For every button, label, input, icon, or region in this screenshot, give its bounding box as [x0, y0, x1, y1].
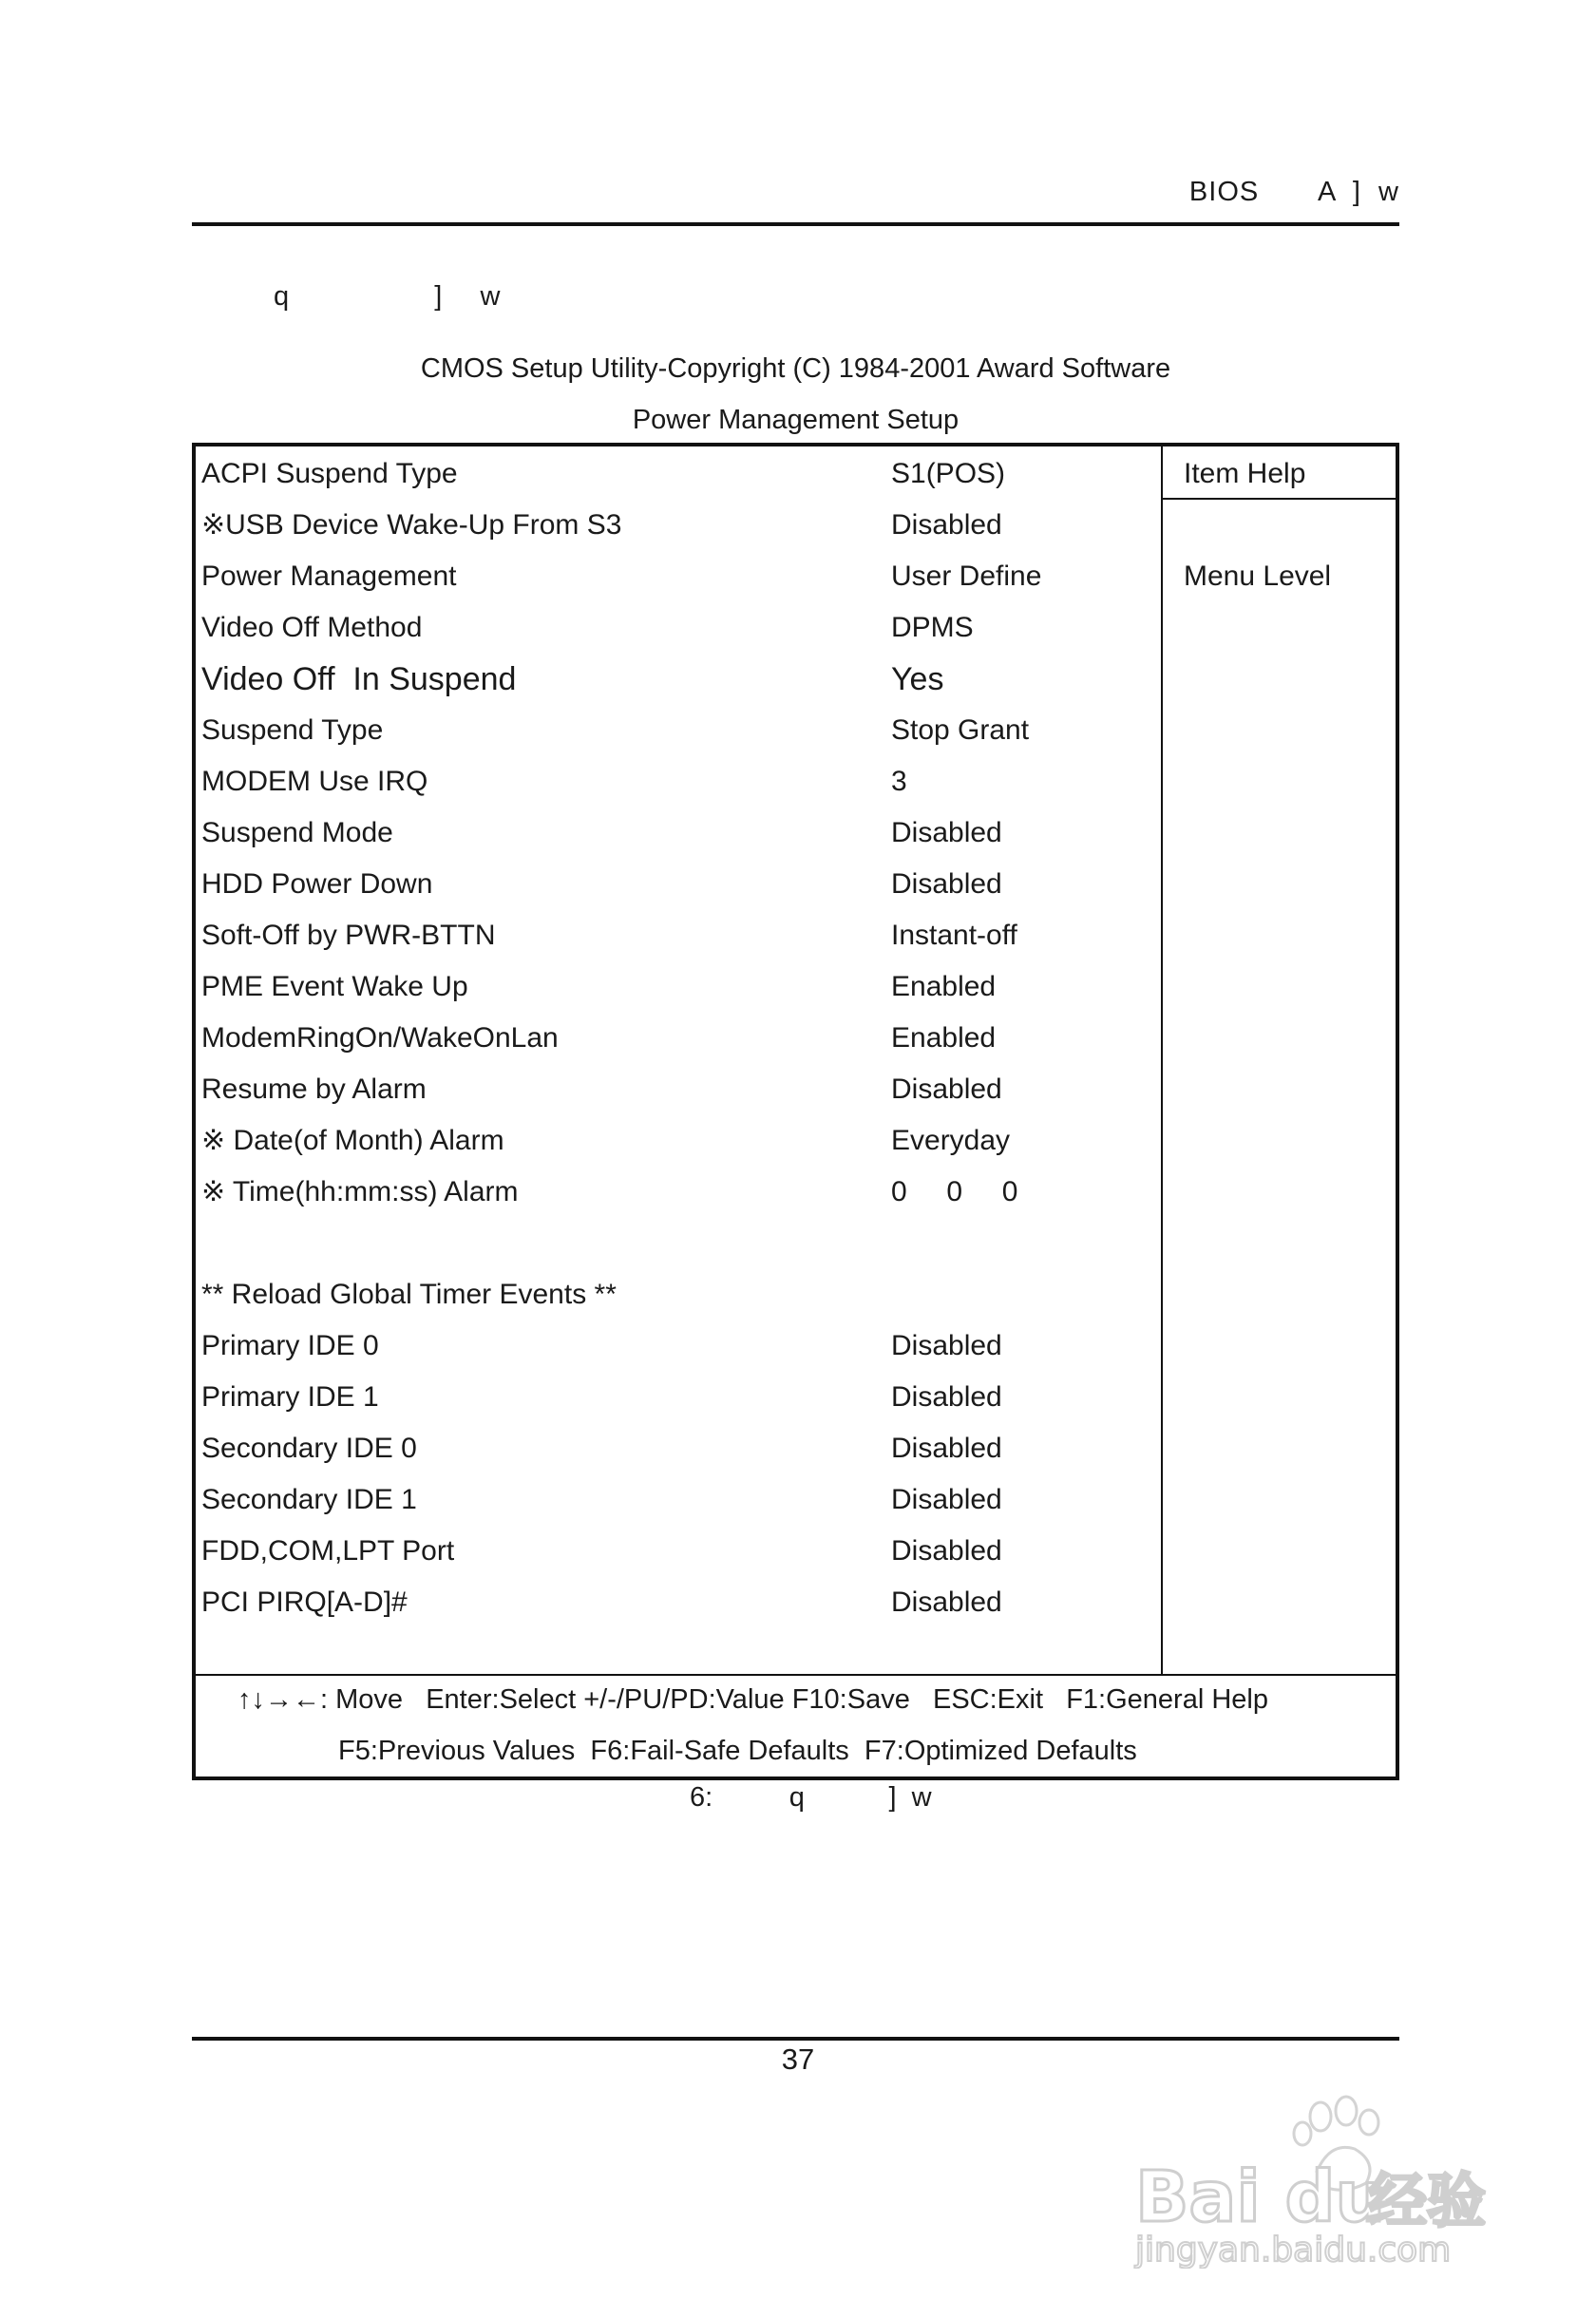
setting-primary-ide-0[interactable] — [201, 1320, 1151, 1372]
section-heading: q ] w — [274, 281, 501, 312]
setting-value[interactable]: Disabled — [891, 509, 1002, 541]
setting-date-alarm[interactable] — [201, 1115, 1151, 1167]
setting-value[interactable]: User Define — [891, 560, 1042, 592]
page-number: 37 — [781, 2042, 815, 2076]
setting-primary-ide-1[interactable] — [201, 1372, 1151, 1423]
setting-name: Soft-Off by PWR-BTTN — [201, 920, 496, 951]
setting-value[interactable]: Everyday — [891, 1125, 1011, 1156]
setting-value[interactable]: 3 — [891, 766, 907, 797]
setting-suspend-type[interactable] — [201, 705, 1151, 756]
setting-usb-wakeup-s3[interactable] — [201, 500, 1151, 551]
setting-value[interactable]: Yes — [891, 661, 944, 697]
setting-power-management[interactable] — [201, 551, 1151, 602]
setting-hdd-power-down[interactable] — [201, 859, 1151, 910]
setting-name: PCI PIRQ[A-D]# — [201, 1586, 408, 1618]
setting-value[interactable]: S1(POS) — [891, 458, 1006, 489]
item-help-title: Item Help — [1184, 458, 1306, 489]
setting-value[interactable]: Disabled — [891, 1484, 1002, 1515]
setting-name: ※USB Device Wake-Up From S3 — [201, 509, 622, 541]
setting-name: ModemRingOn/WakeOnLan — [201, 1022, 559, 1054]
setting-modem-use-irq[interactable] — [201, 756, 1151, 808]
setting-name: Secondary IDE 1 — [201, 1484, 417, 1515]
setting-name: Suspend Type — [201, 714, 384, 746]
setting-name: Primary IDE 0 — [201, 1330, 379, 1361]
baidu-paw-logo — [1130, 2079, 1501, 2269]
key-legend-line-2: F5:Previous Values F6:Fail-Safe Defaults F7:Optimized Defaults — [338, 1736, 1137, 1766]
setting-name: ACPI Suspend Type — [201, 458, 458, 489]
setting-modem-ring-wake-on-lan[interactable] — [201, 1013, 1151, 1064]
setting-value[interactable]: DPMS — [891, 612, 974, 643]
setting-name: ※ Date(of Month) Alarm — [201, 1125, 504, 1156]
setting-name: PME Event Wake Up — [201, 971, 468, 1002]
setting-value[interactable]: Disabled — [891, 1535, 1002, 1567]
watermark-product: 经验 — [1368, 2166, 1487, 2235]
screen-title: Power Management Setup — [632, 405, 960, 435]
watermark-url: jingyan.baidu.com — [1135, 2231, 1452, 2269]
setting-name: Resume by Alarm — [201, 1074, 427, 1105]
setting-name: Secondary IDE 0 — [201, 1433, 417, 1464]
setting-value[interactable]: Disabled — [891, 817, 1002, 848]
setting-time-alarm[interactable] — [201, 1167, 1151, 1218]
setting-name: Primary IDE 1 — [201, 1381, 379, 1413]
setting-value[interactable]: Stop Grant — [891, 714, 1030, 746]
setting-value[interactable]: Disabled — [891, 1074, 1002, 1105]
baidu-watermark — [1130, 2079, 1501, 2269]
setting-soft-off-pwr-bttn[interactable] — [201, 910, 1151, 961]
setting-value[interactable]: Enabled — [891, 1022, 997, 1054]
setting-name: MODEM Use IRQ — [201, 766, 428, 797]
setting-value[interactable]: Instant-off — [891, 920, 1017, 951]
setting-video-off-in-suspend[interactable] — [201, 654, 1151, 705]
setting-video-off-method[interactable] — [201, 602, 1151, 654]
setting-value[interactable]: Disabled — [891, 1433, 1002, 1464]
group-heading-reload-timer-events — [201, 1269, 1151, 1320]
footer-rule — [192, 2037, 1399, 2041]
setting-value[interactable]: Enabled — [891, 971, 997, 1002]
setting-secondary-ide-1[interactable] — [201, 1474, 1151, 1526]
utility-title: CMOS Setup Utility-Copyright (C) 1984-2001 Award Software — [420, 353, 1171, 384]
key-legend-line-1: ↑↓→←: Move Enter:Select +/-/PU/PD:Value F10:Save ESC:Exit F1:General Help — [238, 1684, 1268, 1715]
setting-value[interactable]: Disabled — [891, 1381, 1002, 1413]
setting-name: Suspend Mode — [201, 817, 393, 848]
setting-resume-by-alarm[interactable] — [201, 1064, 1151, 1115]
setting-pci-pirq[interactable] — [201, 1577, 1151, 1628]
header-rule — [192, 222, 1399, 226]
setting-pme-event-wake-up[interactable] — [201, 961, 1151, 1013]
setting-name: Power Management — [201, 560, 457, 592]
setting-name: Video Off In Suspend — [201, 661, 517, 697]
setting-fdd-com-lpt-port[interactable] — [201, 1526, 1151, 1577]
setting-acpi-suspend-type[interactable] — [201, 448, 1151, 500]
help-panel-divider — [1161, 443, 1163, 1676]
menu-level-text: Menu Level — [1184, 560, 1332, 592]
setting-name: Video Off Method — [201, 612, 423, 643]
setting-value[interactable]: Disabled — [891, 1330, 1002, 1361]
setting-value[interactable]: 0 0 0 — [891, 1176, 1018, 1207]
figure-caption: 6: q ] w — [690, 1782, 932, 1813]
setting-name: FDD,COM,LPT Port — [201, 1535, 455, 1567]
watermark-brand: Bai du — [1135, 2156, 1386, 2238]
running-header: BIOS A ] w — [1188, 177, 1399, 207]
setting-value[interactable]: Disabled — [891, 868, 1002, 900]
setting-suspend-mode[interactable] — [201, 808, 1151, 859]
setting-secondary-ide-0[interactable] — [201, 1423, 1151, 1474]
setting-value[interactable]: Disabled — [891, 1586, 1002, 1618]
setting-name: HDD Power Down — [201, 868, 433, 900]
setting-name: ※ Time(hh:mm:ss) Alarm — [201, 1176, 519, 1207]
group-heading-label: ** Reload Global Timer Events ** — [201, 1279, 617, 1310]
